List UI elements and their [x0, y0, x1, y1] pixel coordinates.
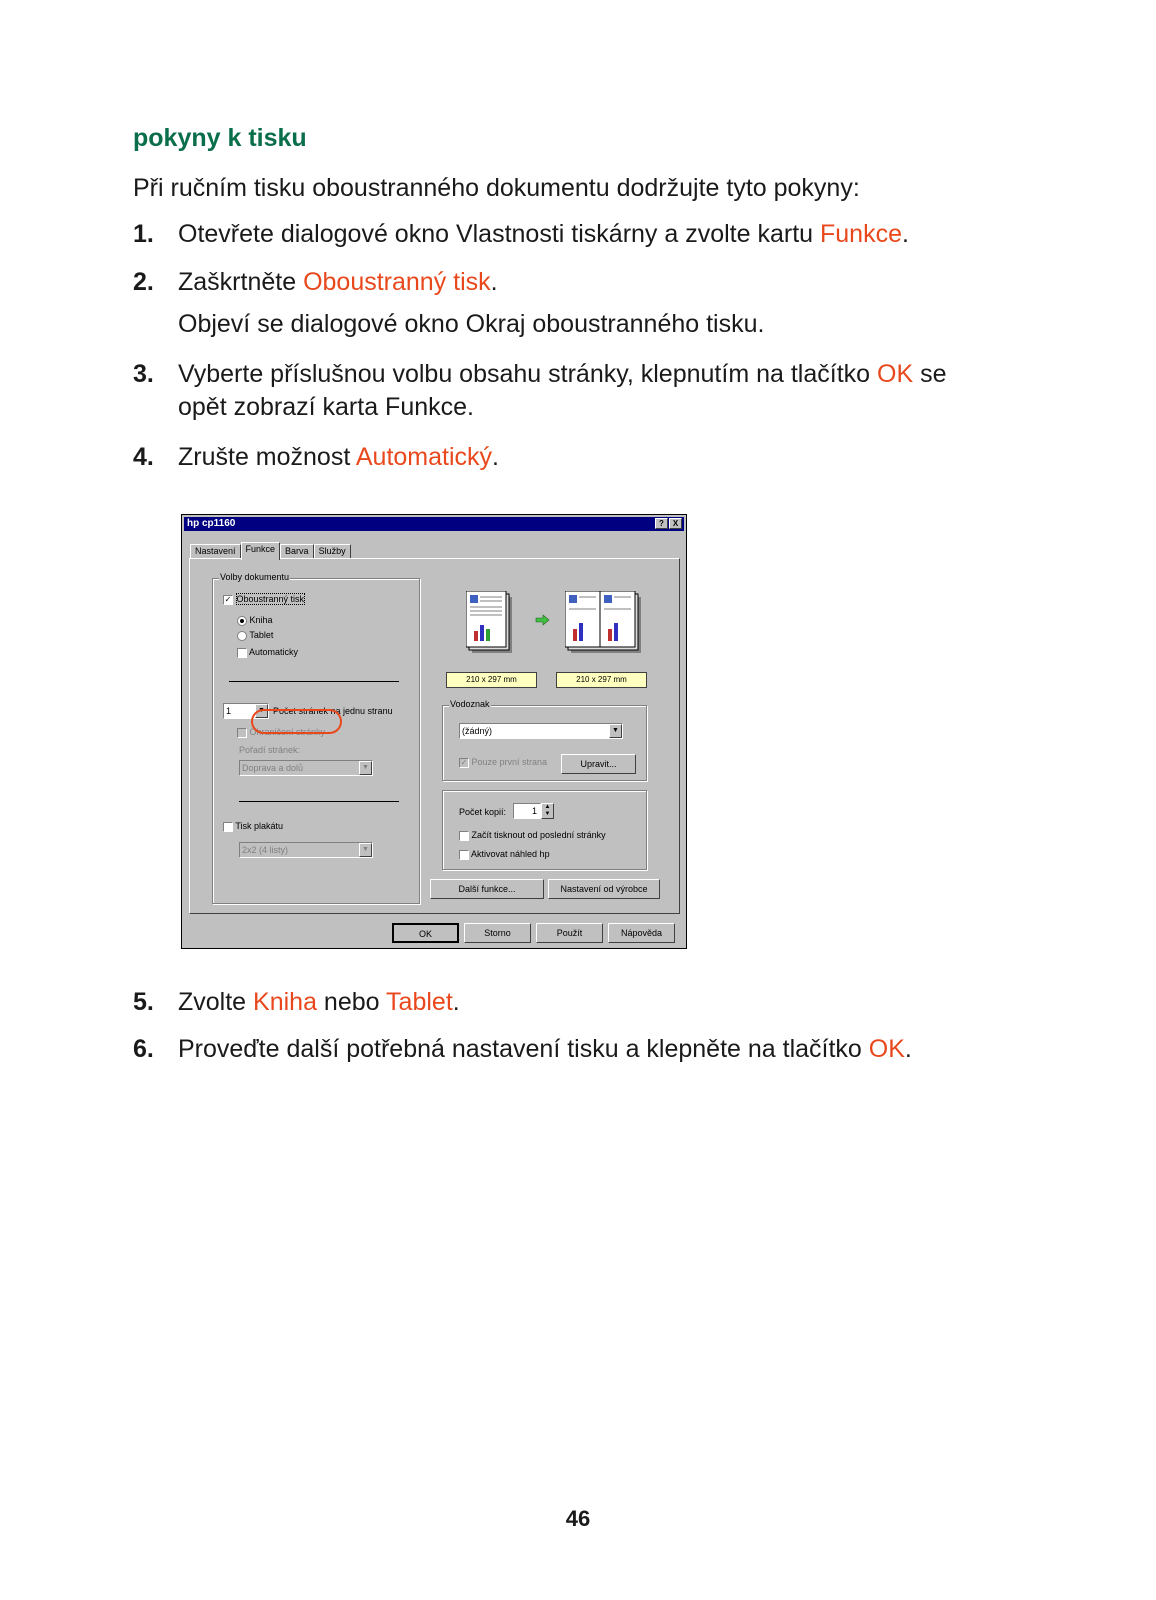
copies-stepper[interactable]: ▲ ▼ — [541, 803, 554, 819]
preview-label: Aktivovat náhled hp — [471, 849, 550, 859]
duplex-checkbox-row[interactable] — [223, 594, 305, 605]
select-value: Doprava a dolů — [242, 763, 304, 773]
tablet-radio[interactable] — [237, 631, 247, 641]
preview-checkbox[interactable] — [459, 850, 469, 860]
divider — [239, 801, 399, 803]
step-number: 2. — [133, 268, 154, 296]
watermark-group — [442, 699, 647, 781]
ok-button[interactable]: OK — [392, 923, 459, 943]
chevron-down-icon[interactable]: ▼ — [609, 724, 622, 738]
highlight-term: Oboustranný tisk — [303, 268, 491, 296]
select-value: (žádný) — [462, 726, 493, 736]
step-text: Zaškrtněte — [178, 268, 304, 296]
automatic-checkbox-row[interactable] — [237, 647, 298, 658]
highlight-term: Kniha — [253, 988, 317, 1016]
tab-barva[interactable]: Barva — [280, 544, 314, 559]
highlight-term: OK — [868, 1035, 905, 1063]
poster-select — [239, 842, 373, 858]
last-page-first-checkbox[interactable] — [459, 831, 469, 841]
last-page-first-label: Začít tisknout od poslední stránky — [471, 830, 606, 840]
tablet-radio-row[interactable] — [237, 630, 273, 641]
step-text: Zrušte možnost — [178, 443, 356, 471]
select-value: 1 — [226, 706, 232, 716]
section-heading: pokyny k tisku — [133, 124, 307, 152]
factory-defaults-button[interactable]: Nastavení od výrobce — [548, 879, 660, 899]
chevron-down-icon[interactable]: ▼ — [255, 704, 268, 718]
step-text-mid: nebo — [316, 988, 387, 1016]
divider — [229, 681, 399, 683]
poster-label: Tisk plakátu — [235, 821, 284, 831]
pages-per-sheet-label: Počet stránek na jednu stranu — [273, 706, 393, 716]
edit-watermark-button[interactable]: Upravit... — [561, 754, 636, 774]
step-text: Otevřete dialogové okno Vlastnosti tiskárny a zvolte kartu — [178, 220, 820, 248]
tab-panel-funkce — [189, 558, 680, 914]
step-text-end: . — [490, 268, 498, 296]
page-size-label-right: 210 x 297 mm — [556, 672, 647, 688]
cancel-button[interactable]: Storno — [464, 923, 531, 943]
close-icon[interactable]: X — [669, 518, 682, 529]
tab-funkce[interactable]: Funkce — [241, 542, 281, 560]
step-number: 3. — [133, 360, 154, 388]
single-page-preview-icon — [466, 591, 516, 655]
duplex-checkbox[interactable]: ✓ — [224, 594, 232, 604]
duplex-book-preview-icon — [565, 591, 643, 655]
poster-checkbox[interactable] — [223, 822, 233, 832]
tab-sluzby[interactable]: Služby — [314, 544, 351, 559]
step-number: 6. — [133, 1035, 154, 1063]
group-label: Vodoznak — [450, 699, 490, 709]
first-page-only-label: Pouze první strana — [471, 757, 548, 767]
page-size-label-left: 210 x 297 mm — [446, 672, 537, 688]
step-text: Vyberte příslušnou volbu obsahu stránky, klepnutím na tlačítko — [178, 360, 877, 388]
highlight-term-2: Tablet — [386, 988, 453, 1016]
tablet-label: Tablet — [249, 630, 274, 640]
step-number: 1. — [133, 220, 154, 248]
page-borders-checkbox — [237, 728, 247, 738]
page-order-label: Pořadí stránek: — [239, 745, 301, 755]
arrow-right-icon — [535, 614, 551, 626]
last-page-first-row[interactable] — [459, 830, 606, 841]
automatic-checkbox[interactable] — [237, 648, 247, 658]
highlight-term: Funkce — [820, 220, 902, 248]
book-radio[interactable] — [237, 616, 247, 626]
highlight-term: Automatický — [355, 443, 493, 471]
step-text-line2: Objeví se dialogové okno Okraj oboustranného tisku. — [178, 310, 765, 338]
dialog-tabs — [190, 541, 351, 559]
step-number: 4. — [133, 443, 154, 471]
first-page-only-checkbox: ✓ — [460, 757, 468, 767]
group-label: Volby dokumentu — [220, 572, 290, 582]
step-text-end: se — [913, 360, 947, 388]
highlight-term: OK — [877, 360, 914, 388]
watermark-select[interactable] — [459, 723, 623, 739]
step-text-end: . — [901, 220, 909, 248]
select-value: 2x2 (4 listy) — [242, 845, 289, 855]
duplex-label: Oboustranný tisk — [236, 594, 305, 604]
printer-properties-dialog — [181, 514, 687, 949]
step-text-line2: opět zobrazí karta Funkce. — [178, 393, 474, 421]
dialog-titlebar — [184, 517, 684, 531]
step-text: Zvolte — [178, 988, 254, 1016]
more-features-button[interactable]: Další funkce... — [430, 879, 544, 899]
step-text: Proveďte další potřebná nastavení tisku a klepněte na tlačítko — [178, 1035, 869, 1063]
dialog-title: hp cp1160 — [187, 518, 236, 529]
page-borders-label: Ohraničení stránky — [249, 727, 326, 737]
intro-text: Při ručním tisku oboustranného dokumentu dodržujte tyto pokyny: — [133, 174, 860, 202]
tab-nastaveni[interactable]: Nastavení — [190, 544, 241, 559]
step-text-end: . — [904, 1035, 912, 1063]
copies-group — [442, 790, 647, 870]
chevron-down-icon: ▼ — [359, 761, 372, 775]
automatic-label: Automaticky — [249, 647, 299, 657]
highlight-circle — [251, 709, 342, 734]
copies-input[interactable]: 1 — [513, 803, 541, 819]
step-number: 5. — [133, 988, 154, 1016]
preview-row[interactable] — [459, 849, 550, 860]
book-label: Kniha — [249, 615, 273, 625]
chevron-down-icon: ▼ — [359, 843, 372, 857]
poster-checkbox-row[interactable] — [223, 821, 283, 832]
first-page-only-row — [459, 757, 547, 768]
book-radio-row[interactable] — [237, 615, 273, 626]
page-number: 46 — [565, 1506, 591, 1531]
help-icon[interactable]: ? — [655, 518, 668, 529]
step-text-end: . — [452, 988, 460, 1016]
page-order-select — [239, 760, 373, 776]
help-button[interactable]: Nápověda — [608, 923, 675, 943]
document-options-group — [212, 572, 420, 904]
copies-label: Počet kopií: — [459, 807, 507, 817]
step-text-end: . — [492, 443, 499, 471]
apply-button[interactable]: Použít — [536, 923, 603, 943]
